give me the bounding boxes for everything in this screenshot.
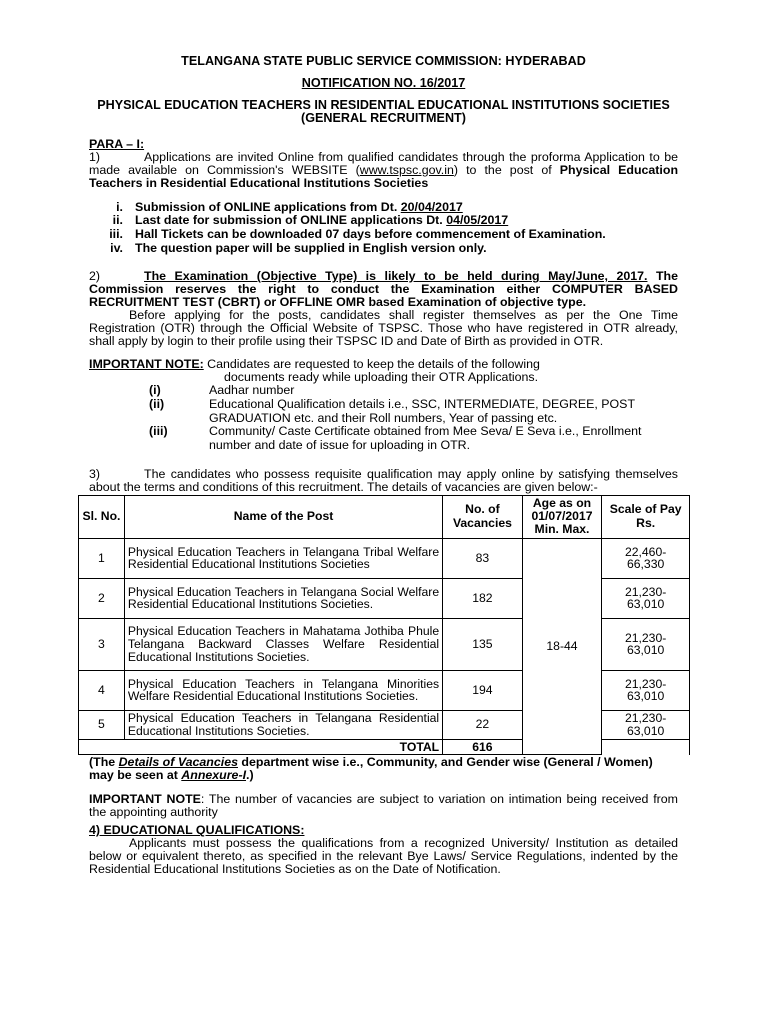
schedule-item: iii. Hall Tickets can be downloaded 07 days before commencement of Examination. <box>109 226 606 241</box>
total-label: TOTAL <box>79 739 443 755</box>
col-post-name: Name of the Post <box>124 495 442 538</box>
vacancy-table <box>78 495 690 756</box>
document-item: (ii) Educational Qualification details i.e., SSC, INTERMEDIATE, DEGREE, POST GRADUATION etc. and their Roll numbers, Year of passing etc. <box>149 397 635 425</box>
table-row: 3 Physical Education Teachers in Mahatama Jothiba Phule Telangana Backward Classes Welfare Residential Educational Institutions Societies. 135 21,230- 63,010 <box>79 618 690 670</box>
para1-num: 1) <box>89 149 101 164</box>
age-range-cell: 18-44 <box>522 538 602 754</box>
start-date: 20/04/2017 <box>400 199 463 214</box>
org-title: TELANGANA STATE PUBLIC SERVICE COMMISSION: HYDERABAD <box>181 54 586 68</box>
important-note-2-label: IMPORTANT NOTE <box>89 792 201 807</box>
schedule-item: iv. The question paper will be supplied in English version only. <box>110 240 487 255</box>
col-age: Age as on 01/07/2017 Min. Max. <box>522 495 602 538</box>
col-pay: Scale of Pay Rs. <box>602 495 690 538</box>
annexure-link[interactable]: Annexure-I <box>181 768 247 783</box>
para-heading: PARA – I: <box>89 136 145 151</box>
table-row: 5 Physical Education Teachers in Telangana Residential Educational Institutions Societies. 22 21,230- 63,010 <box>79 710 690 739</box>
details-note: (The Details of Vacancies department wise i.e., Community, and Gender wise (General / Women) may be seen at Annexure-I.) <box>89 755 653 783</box>
notification-number: NOTIFICATION NO. 16/2017 <box>301 76 466 91</box>
para2-exam: 2) The Examination (Objective Type) is likely to be held during May/June, 2017. The Commission reserves the right to conduct the Examination either COMPUTER BASED RECRUITMENT TEST (CBRT) or OFFLINE OMR based Examination of objective type. <box>89 269 678 310</box>
recruitment-type: (GENERAL RECRUITMENT) <box>301 111 466 126</box>
para1-text-a: Applications are invited Online from qualified candidates through the proforma Application to be made available on Commission's WEBSITE ( <box>89 149 678 177</box>
important-note-label: IMPORTANT NOTE: <box>89 357 204 372</box>
educational-qualifications-heading: 4) EDUCATIONAL QUALIFICATIONS: <box>89 823 305 838</box>
table-header-row <box>79 495 690 538</box>
schedule-list <box>89 201 678 256</box>
para1-text <box>89 151 678 190</box>
document-item: (iii) Community/ Caste Certificate obtained from Mee Seva/ E Seva i.e., Enrollment number and date of issue for uploading in OTR. <box>149 424 642 452</box>
schedule-item: ii. Last date for submission of ONLINE applications Dt. 04/05/2017 <box>112 213 509 228</box>
educational-qualifications-text: Applicants must possess the qualifications from a recognized University/ Institution as detailed below or equivalent thereto, as specified in the relevant Bye Laws/ Service Regulations, indented by the Residential Educational Institutions Societies as on the Date of Notification. <box>89 836 678 877</box>
important-note-2: IMPORTANT NOTE: The number of vacancies are subject to variation on intimation being received from the appointing authority <box>89 792 678 820</box>
table-row: 1 Physical Education Teachers in Telangana Tribal Welfare Residential Educational Institutions Societies 83 18-44 22,460- 66,330 <box>79 538 690 578</box>
notification-page <box>82 54 682 877</box>
para1-text-b: ) to the post of <box>453 162 560 177</box>
table-row: 2 Physical Education Teachers in Telangana Social Welfare Residential Educational Institutions Societies. 182 21,230- 63,010 <box>79 578 690 618</box>
exam-schedule: The Examination (Objective Type) is likely to be held during May/June, 2017. <box>144 269 648 284</box>
documents-list <box>89 384 678 452</box>
website-link[interactable]: www.tspsc.gov.in <box>359 162 454 177</box>
schedule-item: i. Submission of ONLINE applications from Dt. 20/04/2017 <box>116 199 463 214</box>
col-vacancies: No. of Vacancies <box>443 495 523 538</box>
table-row: 4 Physical Education Teachers in Telangana Minorities Welfare Residential Educational Institutions Societies. 194 21,230- 63,010 <box>79 670 690 710</box>
important-note-1: IMPORTANT NOTE: Candidates are requested to keep the details of the following <box>89 357 540 372</box>
para2-otr: Before applying for the posts, candidates shall register themselves as per the One Time Registration (OTR) through the Official Website of TSPSC. Those who have registered in OTR already, shall apply by login to their profile using their TSPSC ID and Date of Birth as provided in OTR. <box>89 308 678 349</box>
document-item: (i) Aadhar number <box>149 383 295 398</box>
post-title: PHYSICAL EDUCATION TEACHERS IN RESIDENTIAL EDUCATIONAL INSTITUTIONS SOCIETIES <box>97 98 670 113</box>
para3-text: 3) The candidates who possess requisite qualification may apply online by satisfying themselves about the terms and conditions of this recruitment. The details of vacancies are given below:- <box>89 466 678 494</box>
col-sl-no: Sl. No. <box>79 495 125 538</box>
last-date: 04/05/2017 <box>446 213 509 228</box>
total-value: 616 <box>443 739 523 755</box>
para1-post: Physical Education Teachers in Residential Educational Institutions Societies <box>89 162 679 190</box>
important-note-1-line2: documents ready while uploading their OTR Applications. <box>224 370 539 385</box>
